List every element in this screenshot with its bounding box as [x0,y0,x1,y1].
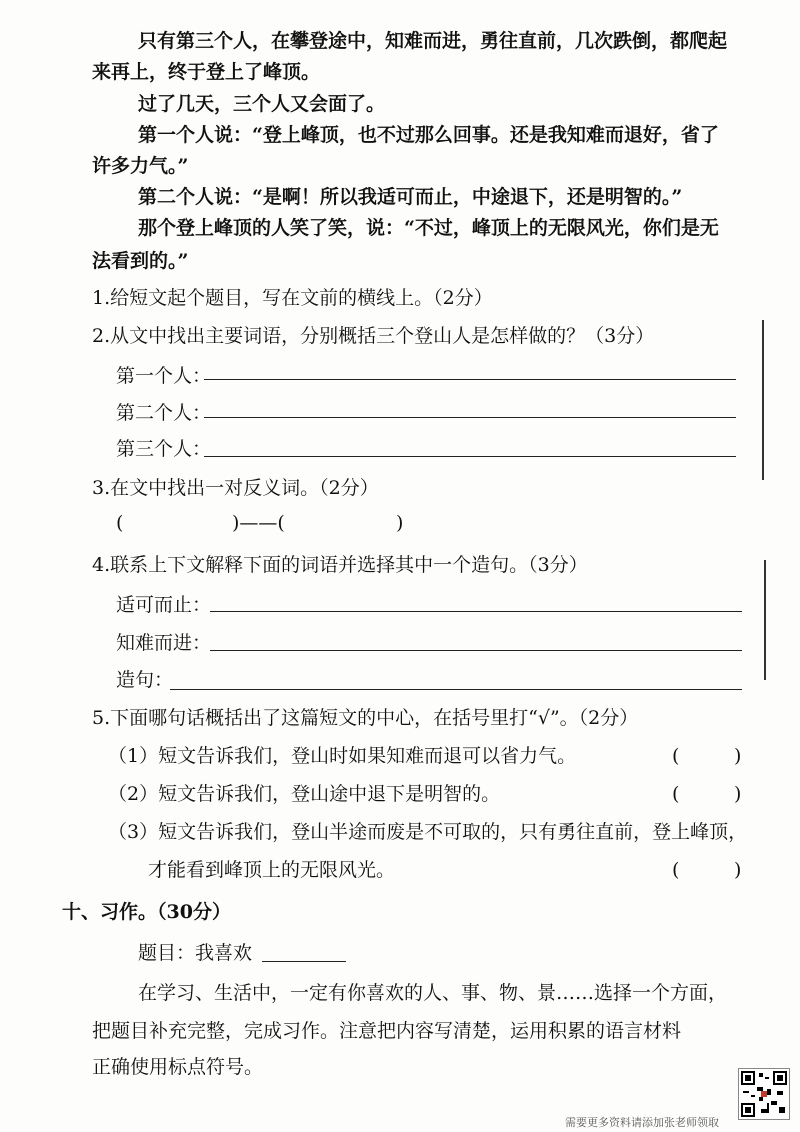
question-1: 1.给短文起个题目，写在文前的横线上。（2分） [92,287,493,309]
answer-label-person-1: 第一个人： [116,365,212,387]
passage-line: 来再上，终于登上了峰顶。 [92,61,321,83]
qr-code-icon [738,1068,790,1120]
question-4: 4.联系上下文解释下面的词语并选择其中一个造句。（3分） [92,554,588,576]
answer-label-sentence: 造句： [116,669,174,691]
question-5: 5.下面哪句话概括出了这篇短文的中心，在括号里打“√”。（2分） [92,707,639,729]
antonym-blank-separator: )——( [232,512,285,534]
section-10-heading: 十、习作。（30分） [62,901,231,923]
antonym-blank-close: ) [396,512,404,534]
answer-label-zhinanerjin: 知难而进： [116,632,212,654]
composition-topic: 题目：我喜欢 [138,942,253,964]
passage-line: 那个登上峰顶的人笑了笑，说：“不过，峰顶上的无限风光，你们是无 [138,217,719,239]
question-2: 2.从文中找出主要词语，分别概括三个登山人是怎样做的？（3分） [92,325,655,347]
answer-line-sentence[interactable] [170,689,742,690]
question-3: 3.在文中找出一对反义词。（2分） [92,477,379,499]
composition-instructions-line: 把题目补充完整，完成习作。注意把内容写清楚，运用积累的语言材料 [92,1020,682,1042]
answer-line-person-1[interactable] [204,379,736,380]
answer-line-zhinanerjin[interactable] [210,650,742,651]
passage-line: 第二个人说：“是啊！所以我适可而止，中途退下，还是明智的。” [138,186,683,208]
answer-line-shikeerzhi[interactable] [210,611,742,612]
antonym-blank-open: ( [116,512,124,534]
passage-line: 过了几天，三个人又会面了。 [138,93,386,115]
answer-line-person-2[interactable] [204,417,736,418]
choice-option-3: （3）短文告诉我们，登山半途而废是不可取的，只有勇往直前，登上峰顶， [108,821,748,843]
binding-edge-mark [764,560,766,680]
composition-topic-blank[interactable] [262,961,346,962]
answer-label-shikeerzhi: 适可而止： [116,594,212,616]
choice-option-3-continued: 才能看到峰顶上的无限风光。 [148,859,396,881]
answer-label-person-3: 第三个人： [116,438,212,460]
footer-note: 需要更多资料请添加张老师领取 [565,1116,719,1129]
composition-instructions-line: 正确使用标点符号。 [92,1056,264,1078]
passage-line: 许多力气。” [92,155,189,177]
answer-label-person-2: 第二个人： [116,402,212,424]
composition-instructions-line: 在学习、生活中，一定有你喜欢的人、事、物、景……选择一个方面， [138,982,728,1004]
passage-line: 第一个人说：“登上峰顶，也不过那么回事。还是我知难而退好，省了 [138,124,719,146]
choice-2-paren-open[interactable]: ( [672,783,680,805]
passage-line: 法看到的。” [92,250,189,272]
choice-2-paren-close[interactable]: ) [734,783,742,805]
passage-line: 只有第三个人，在攀登途中，知难而进，勇往直前，几次跌倒，都爬起 [138,30,728,52]
choice-1-paren-close[interactable]: ) [734,745,742,767]
binding-edge-mark [762,320,764,480]
choice-3-paren-close[interactable]: ) [734,859,742,881]
answer-line-person-3[interactable] [204,456,736,457]
choice-option-2: （2）短文告诉我们，登山途中退下是明智的。 [108,783,501,805]
choice-1-paren-open[interactable]: ( [672,745,680,767]
choice-3-paren-open[interactable]: ( [672,859,680,881]
choice-option-1: （1）短文告诉我们，登山时如果知难而退可以省力气。 [108,745,577,767]
